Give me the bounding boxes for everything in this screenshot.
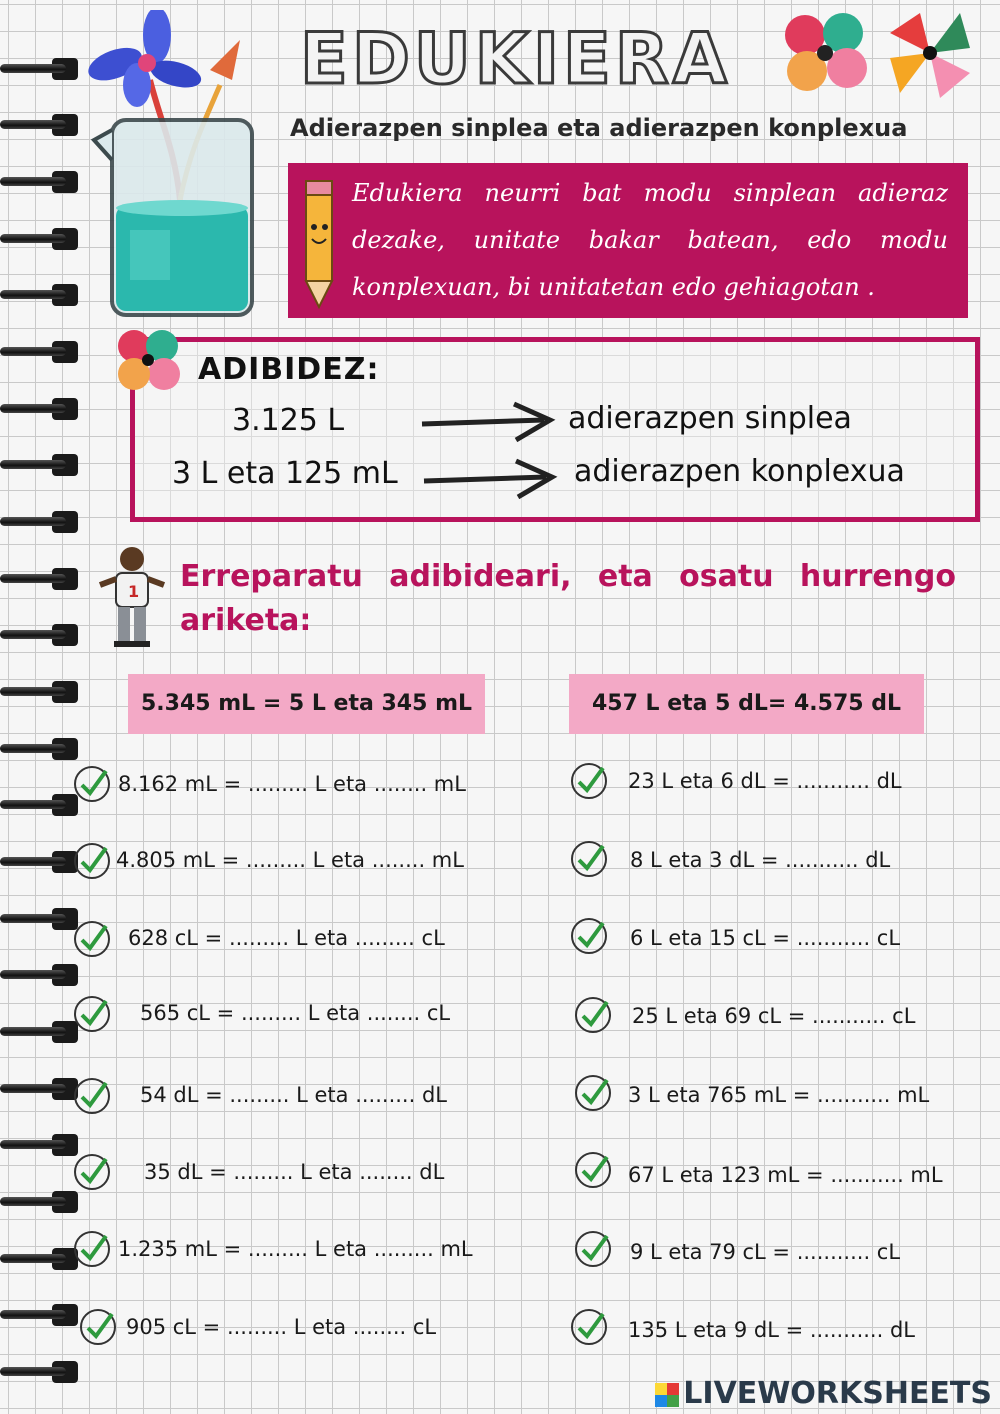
checkmark-icon	[574, 1230, 612, 1268]
exercise-item: 4.805 mL = ......... L eta ........ mL	[116, 848, 464, 872]
flower-icon	[112, 326, 184, 396]
exercise-item: 9 L eta 79 cL = ........... cL	[630, 1240, 901, 1264]
checkmark-icon	[574, 996, 612, 1034]
sample-left: 5.345 mL = 5 L eta 345 mL	[128, 674, 485, 734]
checkmark-icon	[574, 1151, 612, 1189]
liveworksheets-wordmark: LIVEWORKSHEETS	[683, 1376, 992, 1411]
example-simple-label: adierazpen sinplea	[568, 401, 852, 436]
exercise-item: 8.162 mL = ......... L eta ........ mL	[118, 772, 466, 796]
liveworksheets-badge-icon	[655, 1383, 679, 1407]
checkmark-icon	[73, 1153, 111, 1191]
exercise-item: 1.235 mL = ......... L eta ......... mL	[118, 1237, 473, 1261]
checkmark-icon	[73, 765, 111, 803]
example-complex-label: adierazpen konplexua	[574, 454, 905, 489]
exercise-item: 23 L eta 6 dL = ........... dL	[628, 769, 902, 793]
character-illustration	[92, 543, 172, 651]
checkmark-icon	[570, 1308, 608, 1346]
page-subtitle: Adierazpen sinplea eta adierazpen konplexua	[290, 114, 908, 142]
exercise-item: 67 L eta 123 mL = ........... mL	[628, 1163, 943, 1187]
exercise-item: 135 L eta 9 dL = ........... dL	[628, 1318, 915, 1342]
checkmark-icon	[570, 762, 608, 800]
exercise-item: 628 cL = ......... L eta ......... cL	[128, 926, 445, 950]
exercise-item: 54 dL = ......... L eta ......... dL	[140, 1083, 447, 1107]
page-title: EDUKIERA	[300, 18, 731, 100]
svg-text:1: 1	[128, 582, 140, 601]
pencil-icon	[296, 175, 342, 310]
example-complex-value: 3 L eta 125 mL	[172, 456, 398, 491]
exercise-item: 565 cL = ......... L eta ........ cL	[140, 1001, 451, 1025]
exercise-item: 905 cL = ......... L eta ........ cL	[126, 1315, 437, 1339]
exercise-item: 3 L eta 765 mL = ........... mL	[628, 1083, 930, 1107]
checkmark-icon	[79, 1308, 117, 1346]
exercise-item: 25 L eta 69 cL = ........... cL	[632, 1004, 916, 1028]
arrow-right-icon	[420, 455, 560, 499]
exercise-item: 35 dL = ......... L eta ........ dL	[144, 1160, 445, 1184]
instruction-prompt: Erreparatu adibideari, eta osatu hurrengo ariketa:	[180, 559, 956, 638]
checkmark-icon	[570, 840, 608, 878]
checkmark-icon	[574, 1074, 612, 1112]
arrow-right-icon	[418, 400, 558, 444]
beaker-flower-illustration	[80, 10, 280, 320]
checkmark-icon	[73, 920, 111, 958]
example-heading: ADIBIDEZ:	[198, 352, 380, 387]
checkmark-icon	[73, 1230, 111, 1268]
sample-right: 457 L eta 5 dL= 4.575 dL	[569, 674, 924, 734]
liveworksheets-logo	[655, 1376, 992, 1411]
checkmark-icon	[73, 1077, 111, 1115]
exercise-item: 6 L eta 15 cL = ........... cL	[630, 926, 901, 950]
checkmark-icon	[73, 842, 111, 880]
decorative-flowers	[775, 8, 985, 108]
exercise-item: 8 L eta 3 dL = ........... dL	[630, 848, 891, 872]
example-simple-value: 3.125 L	[232, 403, 345, 438]
checkmark-icon	[73, 995, 111, 1033]
checkmark-icon	[570, 917, 608, 955]
definition-text: Edukiera neurri bat modu sinplean adieraz dezake, unitate bakar batean, edo modu konplexuan, bi unitatetan edo gehiagotan .	[352, 179, 948, 301]
